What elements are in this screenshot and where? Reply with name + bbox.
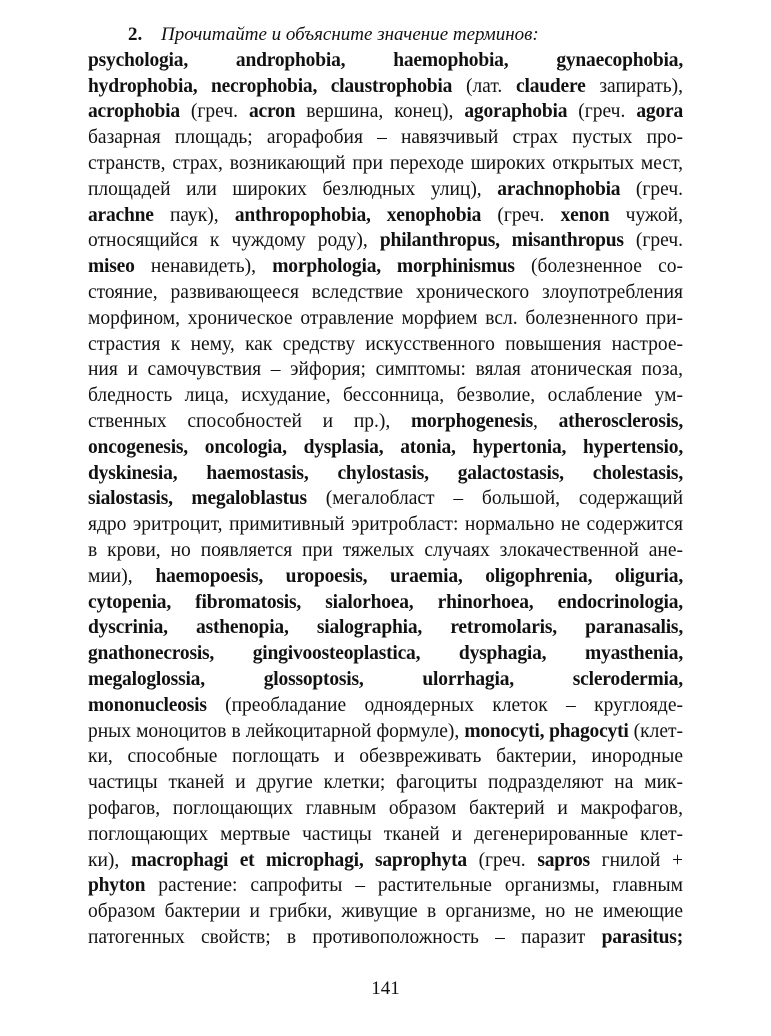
text-segment: рофагов, поглощающих главным образом бактерий и макрофагов, [88, 797, 683, 819]
text-segment: (греч. [620, 178, 683, 200]
text-segment: ненавидеть), [134, 256, 273, 278]
text-segment: ки), [88, 849, 131, 871]
text-line [88, 254, 683, 280]
text-line [88, 719, 683, 745]
text-line [88, 177, 683, 203]
text-segment: (болезненное со- [514, 256, 683, 278]
text-segment: ядро эритроцит, примитивный эритробласт: нормально не содержится [88, 514, 683, 536]
term-bold: gnathonecrosis, gingivoosteoplastica, dysphagia, myasthenia, [88, 643, 683, 665]
exercise-heading [88, 22, 683, 48]
text-line [88, 461, 683, 487]
text-segment: относящийся к чуждому роду), [88, 230, 380, 252]
term-bold: dyskinesia, haemostasis, chylostasis, galactostasis, cholestasis, [88, 462, 683, 484]
text-line [88, 564, 683, 590]
term-bold: sialostasis, megaloblastus [88, 488, 307, 510]
text-segment: страстия к нему, как средству искусственного повышения настрое- [88, 333, 683, 355]
term-bold: macrophagi et microphagi, saprophyta [130, 849, 467, 871]
term-bold: megaloglossia, glossoptosis, ulorrhagia, sclerodermia, [88, 668, 683, 690]
text-line [88, 332, 683, 358]
text-line [88, 873, 683, 899]
text-segment: (лат. [452, 75, 517, 97]
text-segment: морфином, хроническое отравление морфием всл. болезненного при- [88, 307, 683, 329]
text-line [88, 848, 683, 874]
term-bold: morphogenesis [410, 410, 533, 432]
text-segment: ственных способностей и пр.), [88, 410, 411, 432]
text-segment: бледность лица, исхудание, бессонница, безволие, ослабление ум- [88, 385, 683, 407]
text-line [88, 151, 683, 177]
text-line [88, 383, 683, 409]
text-segment: образом бактерии и грибки, живущие в организме, но не имеющие [88, 901, 683, 923]
text-line [88, 125, 683, 151]
text-segment: мии), [88, 565, 156, 587]
text-segment: (греч. [466, 849, 538, 871]
text-line [88, 228, 683, 254]
term-bold: psychologia, androphobia, haemophobia, gynaecophobia, [88, 49, 683, 71]
text-segment: стояние, развивающееся вследствие хронического злоупотребления [88, 281, 683, 303]
term-bold: agora [636, 101, 683, 123]
exercise-number: 2. [128, 24, 143, 45]
term-bold: anthropophobia, xenophobia [234, 204, 482, 226]
term-bold: arachne [88, 204, 154, 226]
term-bold: morphologia, morphinismus [272, 256, 515, 278]
term-bold: cytopenia, fibromatosis, sialorhoea, rhinorhoea, endocrinologia, [88, 591, 683, 613]
text-segment: частицы тканей и другие клетки; фагоциты подразделяют на мик- [88, 772, 683, 794]
text-segment: , [532, 410, 559, 432]
text-segment: растение: сапрофиты – растительные организмы, главным [145, 875, 683, 897]
term-bold: miseo [88, 256, 135, 278]
term-bold: acron [249, 101, 296, 123]
text-segment: греч. [584, 101, 637, 123]
text-line [88, 590, 683, 616]
term-bold: oncogenesis, oncologia, dysplasia, atonia, hypertonia, hypertensio, [88, 436, 683, 458]
page-number: 141 [371, 978, 400, 999]
text-segment: (клет- [628, 720, 683, 742]
text-line [88, 796, 683, 822]
text-line [88, 899, 683, 925]
text-segment: базарная площадь; агорафобия – навязчивый страх пустых про- [88, 127, 683, 149]
text-line [88, 409, 683, 435]
text-line [88, 435, 683, 461]
text-line [88, 667, 683, 693]
text-segment: чужой, [609, 204, 683, 226]
text-segment: паук), [153, 204, 235, 226]
text-segment: запирать), [585, 75, 683, 97]
text-segment: ния и самочувствия – эйфория; симптомы: вялая атоническая поза, [88, 359, 683, 381]
text-line [88, 280, 683, 306]
term-bold: sapros [537, 849, 590, 871]
text-line [88, 48, 683, 74]
term-bold: xenon [560, 204, 610, 226]
text-line [88, 512, 683, 538]
text-segment: вершина, конец), [295, 101, 465, 123]
text-segment: рных моноцитов в лейкоцитарной формуле), [88, 720, 465, 742]
text-segment: ( [567, 101, 585, 123]
text-segment: (греч. [481, 204, 561, 226]
term-bold: mononucleosis [88, 694, 207, 716]
text-line [88, 744, 683, 770]
term-bold: philanthropus, misanthropus [379, 230, 624, 252]
term-bold: hydrophobia, necrophobia, claustrophobia [88, 75, 453, 97]
text-line [88, 822, 683, 848]
text-segment: ки, способные поглощать и обезвреживать бактерии, инородные [88, 746, 683, 768]
text-line [88, 99, 683, 125]
text-segment: странств, страх, возникающий при переходе широких открытых мест, [88, 152, 683, 174]
text-segment: в крови, но появляется при тяжелых случаях злокачественной ане- [88, 539, 683, 561]
text-line [88, 538, 683, 564]
text-line [88, 74, 683, 100]
term-bold: monocyti, phagocyti [464, 720, 629, 742]
text-line [88, 357, 683, 383]
text-segment: поглощающих мертвые частицы тканей и дегенерированные клет- [88, 823, 683, 845]
text-segment: патогенных свойств; в противоположность – паразит [88, 926, 602, 948]
text-segment: (преобладание одноядерных клеток – круглояде- [206, 694, 683, 716]
text-line [88, 693, 683, 719]
text-line [88, 770, 683, 796]
text-segment: (греч. [623, 230, 683, 252]
text-segment: площадей или широких безлюдных улиц), [88, 178, 498, 200]
exercise-body-text [88, 48, 683, 951]
text-line [88, 615, 683, 641]
text-line [88, 641, 683, 667]
exercise-task: Прочитайте и объясните значение терминов: [161, 24, 539, 45]
term-bold: parasitus; [601, 926, 683, 948]
text-segment: (греч. [179, 101, 249, 123]
term-bold: agoraphobia [464, 101, 568, 123]
term-bold: atherosclerosis, [558, 410, 683, 432]
term-bold: arachnophobia [497, 178, 621, 200]
text-line [88, 486, 683, 512]
text-line [88, 203, 683, 229]
text-line [88, 306, 683, 332]
text-segment: гнилой + [589, 849, 683, 871]
term-bold: haemopoesis, uropoesis, uraemia, oligophrenia, oliguria, [155, 565, 683, 587]
text-line [88, 925, 683, 951]
term-bold: claudere [516, 75, 586, 97]
term-bold: acrophobia [88, 101, 180, 123]
term-bold: phyton [88, 875, 146, 897]
text-segment: (мегалобласт – большой, содержащий [306, 488, 683, 510]
term-bold: dyscrinia, asthenopia, sialographia, retromolaris, paranasalis, [88, 617, 683, 639]
